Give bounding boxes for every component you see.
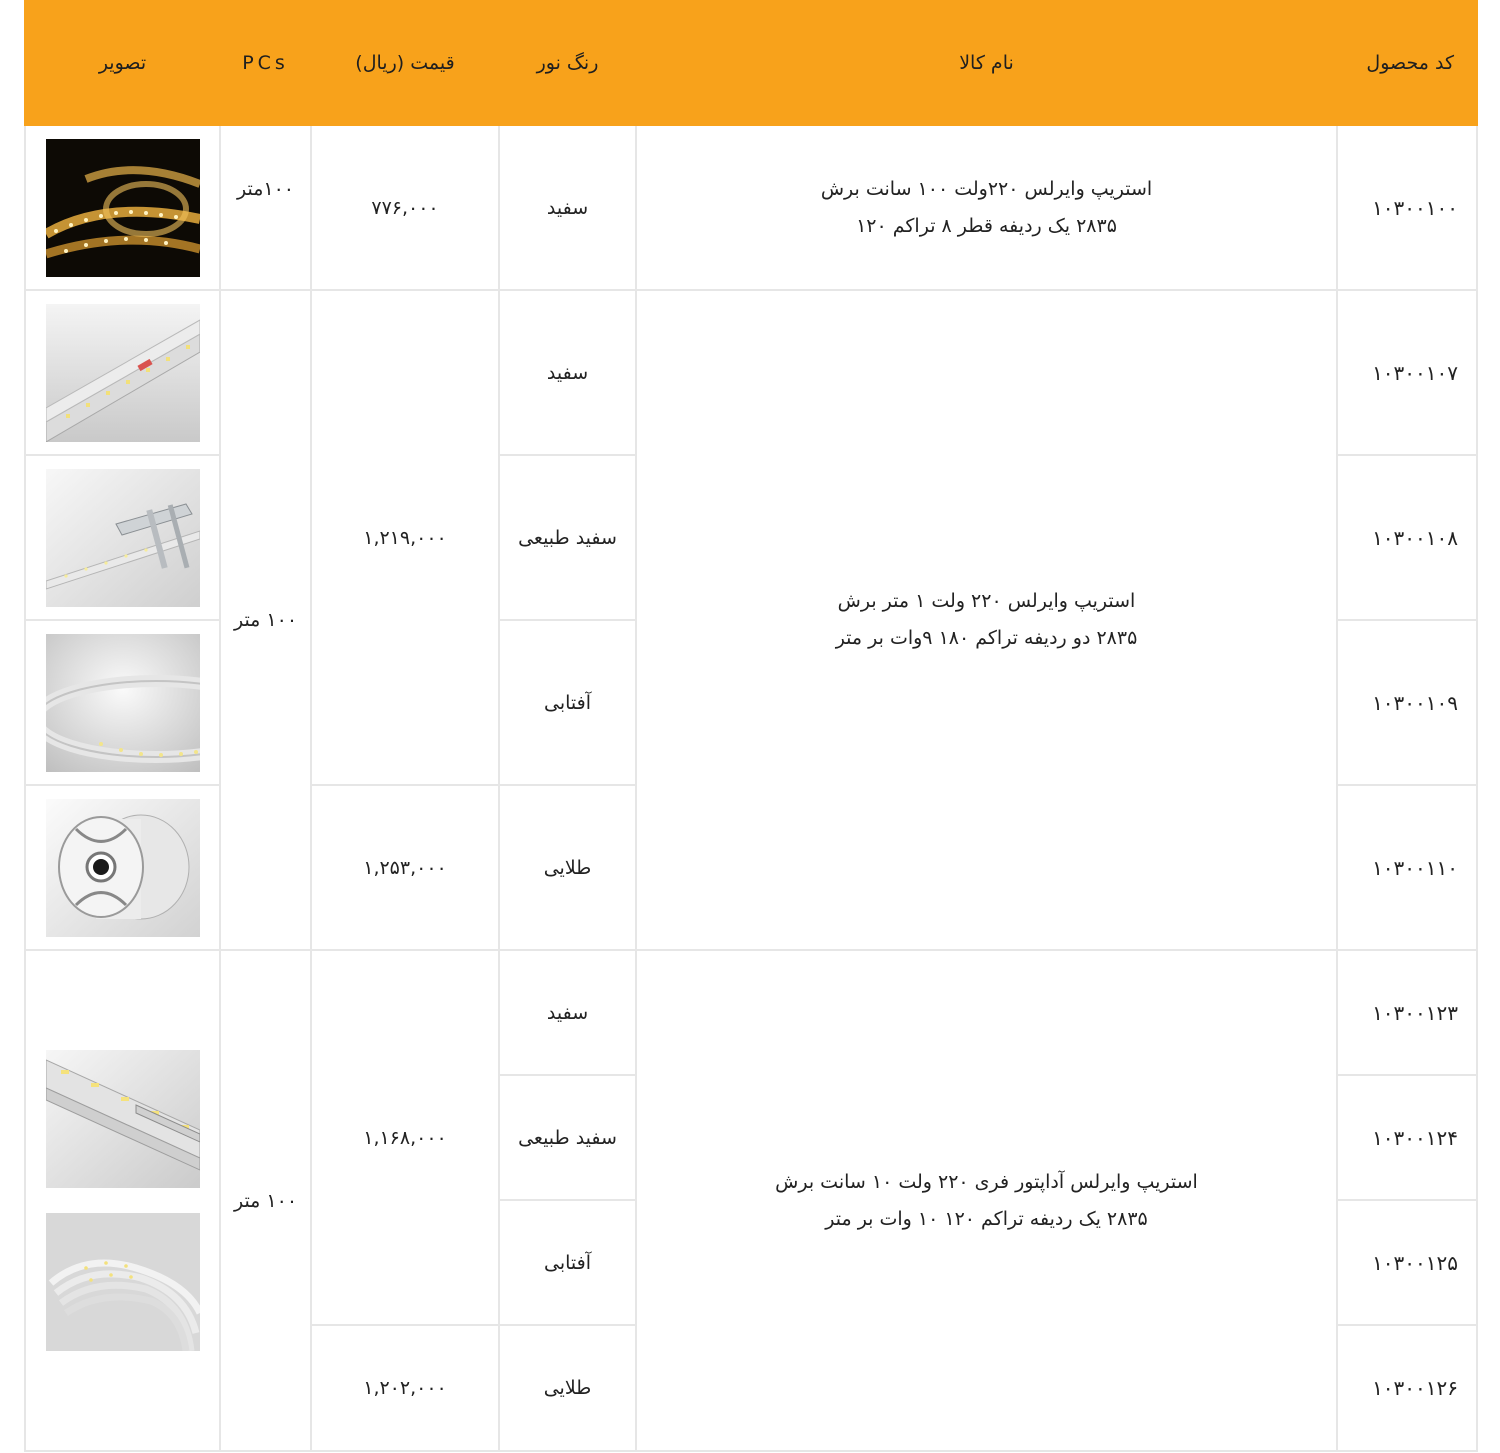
header-product-name: نام کالا <box>636 1 1337 125</box>
pcs: ۱۰۰ متر <box>220 950 311 1451</box>
light-color: سفید <box>499 290 636 455</box>
product-image-cell <box>25 785 220 950</box>
product-code: ۱۰۳۰۰۱۰۹ <box>1337 620 1477 785</box>
product-code: ۱۰۳۰۰۱۲۶ <box>1337 1325 1477 1451</box>
table-row <box>25 950 1477 1075</box>
product-code: ۱۰۳۰۰۱۲۴ <box>1337 1075 1477 1200</box>
price: ۱,۱۶۸,۰۰۰ <box>311 950 499 1325</box>
light-color: سفید <box>499 950 636 1075</box>
pcs: ۱۰۰ متر <box>220 290 311 950</box>
table-row <box>25 290 1477 455</box>
price: ۱,۲۰۲,۰۰۰ <box>311 1325 499 1451</box>
header-image: تصویر <box>25 1 220 125</box>
product-name-line2: ۲۸۳۵ یک ردیفه تراکم ۱۲۰ ۱۰ وات بر متر <box>825 1207 1148 1230</box>
header-pcs: PCs <box>220 1 311 125</box>
header-light-color: رنگ نور <box>499 1 636 125</box>
price: ۷۷۶,۰۰۰ <box>311 125 499 290</box>
product-image-strip-closeup <box>46 1050 200 1188</box>
product-table-wrapper <box>24 0 1476 1452</box>
product-code: ۱۰۳۰۰۱۰۸ <box>1337 455 1477 620</box>
product-image-cell <box>25 455 220 620</box>
product-image-strip-coils <box>46 1213 200 1351</box>
product-name-line1: استریپ وایرلس آداپتور فری ۲۲۰ ولت ۱۰ سانت برش <box>775 1170 1198 1193</box>
product-code: ۱۰۳۰۰۱۰۰ <box>1337 125 1477 290</box>
light-color: آفتابی <box>499 620 636 785</box>
product-price-table <box>24 0 1478 1452</box>
light-color: آفتابی <box>499 1200 636 1325</box>
product-code: ۱۰۳۰۰۱۰۷ <box>1337 290 1477 455</box>
product-image-cell <box>25 620 220 785</box>
header-product-code: کد محصول <box>1337 1 1477 125</box>
product-code: ۱۰۳۰۰۱۱۰ <box>1337 785 1477 950</box>
light-color: سفید <box>499 125 636 290</box>
pcs: ۱۰۰متر <box>220 125 311 290</box>
product-image-cell <box>25 125 220 290</box>
price: ۱,۲۵۳,۰۰۰ <box>311 785 499 950</box>
product-name-line2: ۲۸۳۵ یک ردیفه قطر ۸ تراکم ۱۲۰ <box>856 214 1117 237</box>
light-color: طلایی <box>499 1325 636 1451</box>
product-image-strip-curve <box>46 634 200 772</box>
product-image-caliper <box>46 469 200 607</box>
product-image-warm-strip <box>46 139 200 277</box>
light-color: سفید طبیعی <box>499 455 636 620</box>
product-name <box>636 950 1337 1451</box>
price: ۱,۲۱۹,۰۰۰ <box>311 290 499 785</box>
product-name <box>636 290 1337 950</box>
product-name <box>636 125 1337 290</box>
product-image-cell <box>25 950 220 1451</box>
light-color: سفید طبیعی <box>499 1075 636 1200</box>
table-header-row <box>25 1 1477 125</box>
header-price: قیمت (ریال) <box>311 1 499 125</box>
table-row <box>25 125 1477 290</box>
product-name-line2: ۲۸۳۵ دو ردیفه تراکم ۱۸۰ ۹وات بر متر <box>835 627 1138 649</box>
light-color: طلایی <box>499 785 636 950</box>
product-code: ۱۰۳۰۰۱۲۵ <box>1337 1200 1477 1325</box>
product-name-line1: استریپ وایرلس ۲۲۰ولت ۱۰۰ سانت برش <box>820 177 1153 200</box>
product-image-spool <box>46 799 200 937</box>
product-code: ۱۰۳۰۰۱۲۳ <box>1337 950 1477 1075</box>
product-image-strip-ruler <box>46 304 200 442</box>
product-name-line1: استریپ وایرلس ۲۲۰ ولت ۱ متر برش <box>837 590 1136 612</box>
product-image-cell <box>25 290 220 455</box>
